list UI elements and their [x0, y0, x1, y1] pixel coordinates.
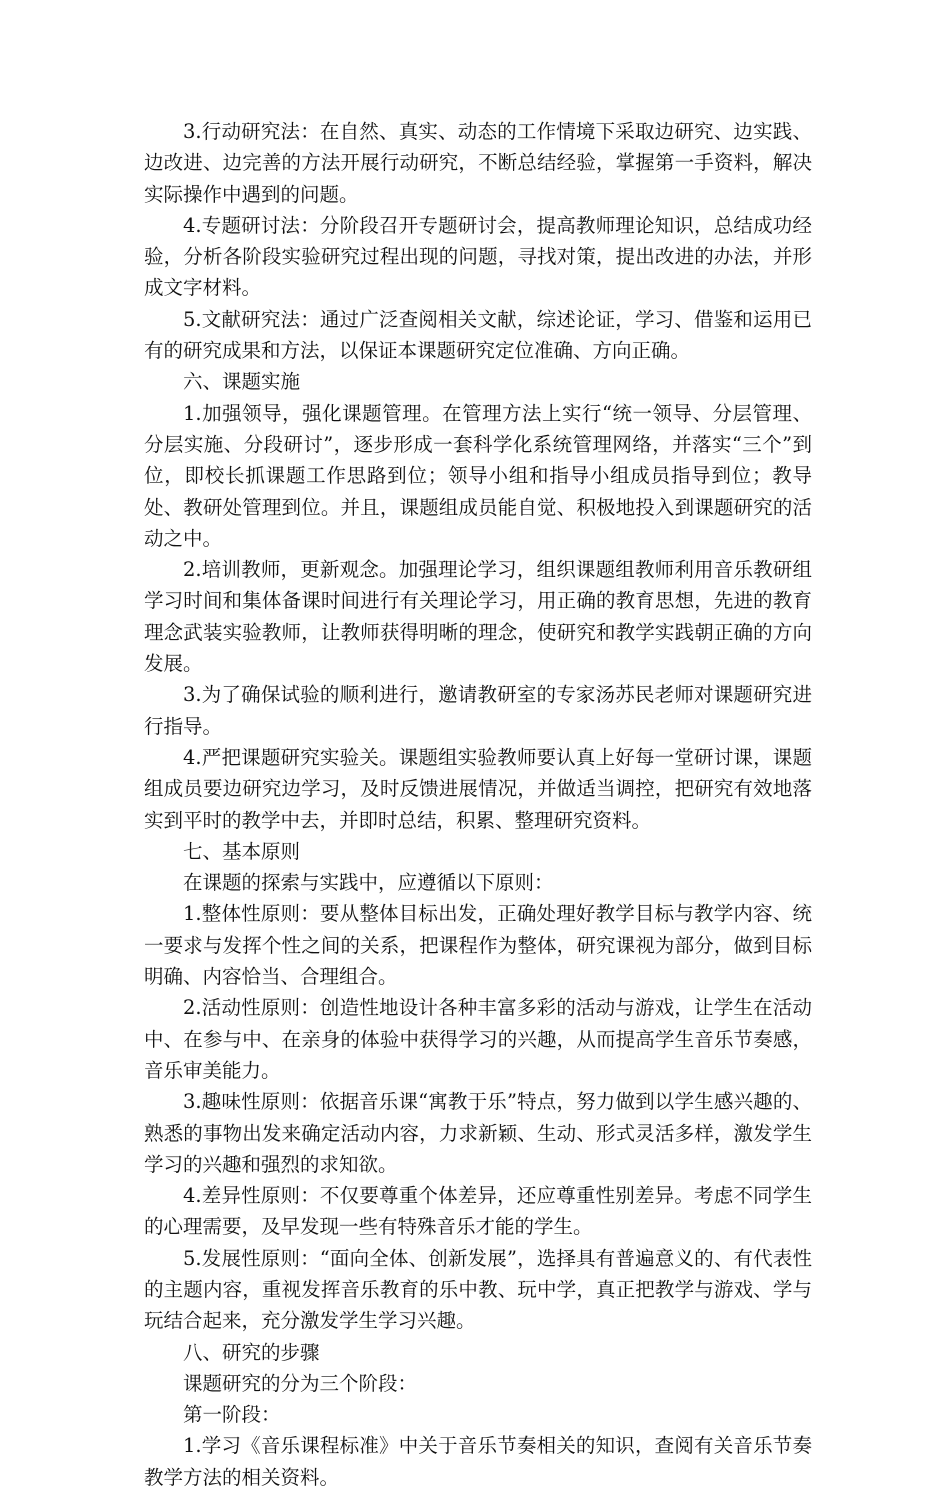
- paragraph-action-research: 3.行动研究法：在自然、真实、动态的工作情境下采取边研究、边实践、边改进、边完善的方法开展行动研究，不断总结经验，掌握第一手资料，解决实际操作中遇到的问题。: [144, 120, 812, 206]
- paragraph-seminar-method: 4.专题研讨法：分阶段召开专题研讨会，提高教师理论知识，总结成功经验，分析各阶段实验研究过程出现的问题，寻找对策，提出改进的办法，并形成文字材料。: [144, 213, 812, 300]
- paragraph-experiment-control: 4.严把课题研究实验关。课题组实验教师要认真上好每一堂研讨课，课题组成员要边研究边学习，及时反馈进展情况，并做适当调控，把研究有效地落实到平时的教学中去，并即时总结，积累、整理研究资料。: [144, 745, 812, 832]
- paragraph-leadership: 1.加强领导，强化课题管理。在管理方法上实行“统一领导、分层管理、分层实施、分段研讨”，逐步形成一套科学化系统管理网络，并落实“三个”到位，即校长抓课题工作思路到位；领导小组和指导小组成员指导到位；教导处、教研处管理到位。并且，课题组成员能自觉、积极地投入到课题研究的活动之中。: [144, 401, 812, 550]
- section-heading-principles: 七、基本原则: [183, 839, 301, 863]
- paragraph-literature-method: 5.文献研究法：通过广泛查阅相关文献，综述论证，学习、借鉴和运用已有的研究成果和方法，以保证本课题研究定位准确、方向正确。: [144, 307, 812, 363]
- paragraph-principle-difference: 4.差异性原则：不仅要尊重个体差异，还应尊重性别差异。考虑不同学生的心理需要，及早发现一些有特殊音乐才能的学生。: [144, 1184, 812, 1239]
- paragraph-principle-interest: 3.趣味性原则：依据音乐课“寓教于乐”特点，努力做到以学生感兴趣的、熟悉的事物出发来确定活动内容，力求新颖、生动、形式灵活多样，激发学生学习的兴趣和强烈的求知欲。: [144, 1090, 812, 1176]
- document-page: [144, 116, 812, 1493]
- paragraph-principles-intro: 在课题的探索与实践中，应遵循以下原则：: [183, 871, 554, 895]
- paragraph-principle-activity: 2.活动性原则：创造性地设计各种丰富多彩的活动与游戏，让学生在活动中、在参与中、在亲身的体验中获得学习的兴趣，从而提高学生音乐节奏感，音乐审美能力。: [144, 996, 812, 1082]
- paragraph-stage-one-label: 第一阶段：: [183, 1403, 281, 1427]
- paragraph-expert-guidance: 3.为了确保试验的顺利进行，邀请教研室的专家汤苏民老师对课题研究进行指导。: [144, 683, 812, 738]
- paragraph-stage-one-item: 1.学习《音乐课程标准》中关于音乐节奏相关的知识，查阅有关音乐节奏教学方法的相关资料。: [144, 1434, 812, 1489]
- paragraph-principle-holistic: 1.整体性原则：要从整体目标出发，正确处理好教学目标与教学内容、统一要求与发挥个性之间的关系，把课程作为整体，研究课视为部分，做到目标明确、内容恰当、合理组合。: [144, 902, 812, 989]
- section-heading-implementation: 六、课题实施: [183, 370, 301, 394]
- paragraph-three-stages: 课题研究的分为三个阶段：: [183, 1371, 418, 1395]
- section-heading-research-steps: 八、研究的步骤: [183, 1340, 320, 1364]
- paragraph-principle-development: 5.发展性原则：“面向全体、创新发展”，选择具有普遍意义的、有代表性的主题内容，重视发挥音乐教育的乐中教、玩中学，真正把教学与游戏、学与玩结合起来，充分激发学生学习兴趣。: [144, 1246, 812, 1333]
- paragraph-teacher-training: 2.培训教师，更新观念。加强理论学习，组织课题组教师利用音乐教研组学习时间和集体备课时间进行有关理论学习，用正确的教育思想，先进的教育理念武装实验教师，让教师获得明晰的理念，使研究和教学实践朝正确的方向发展。: [144, 558, 812, 676]
